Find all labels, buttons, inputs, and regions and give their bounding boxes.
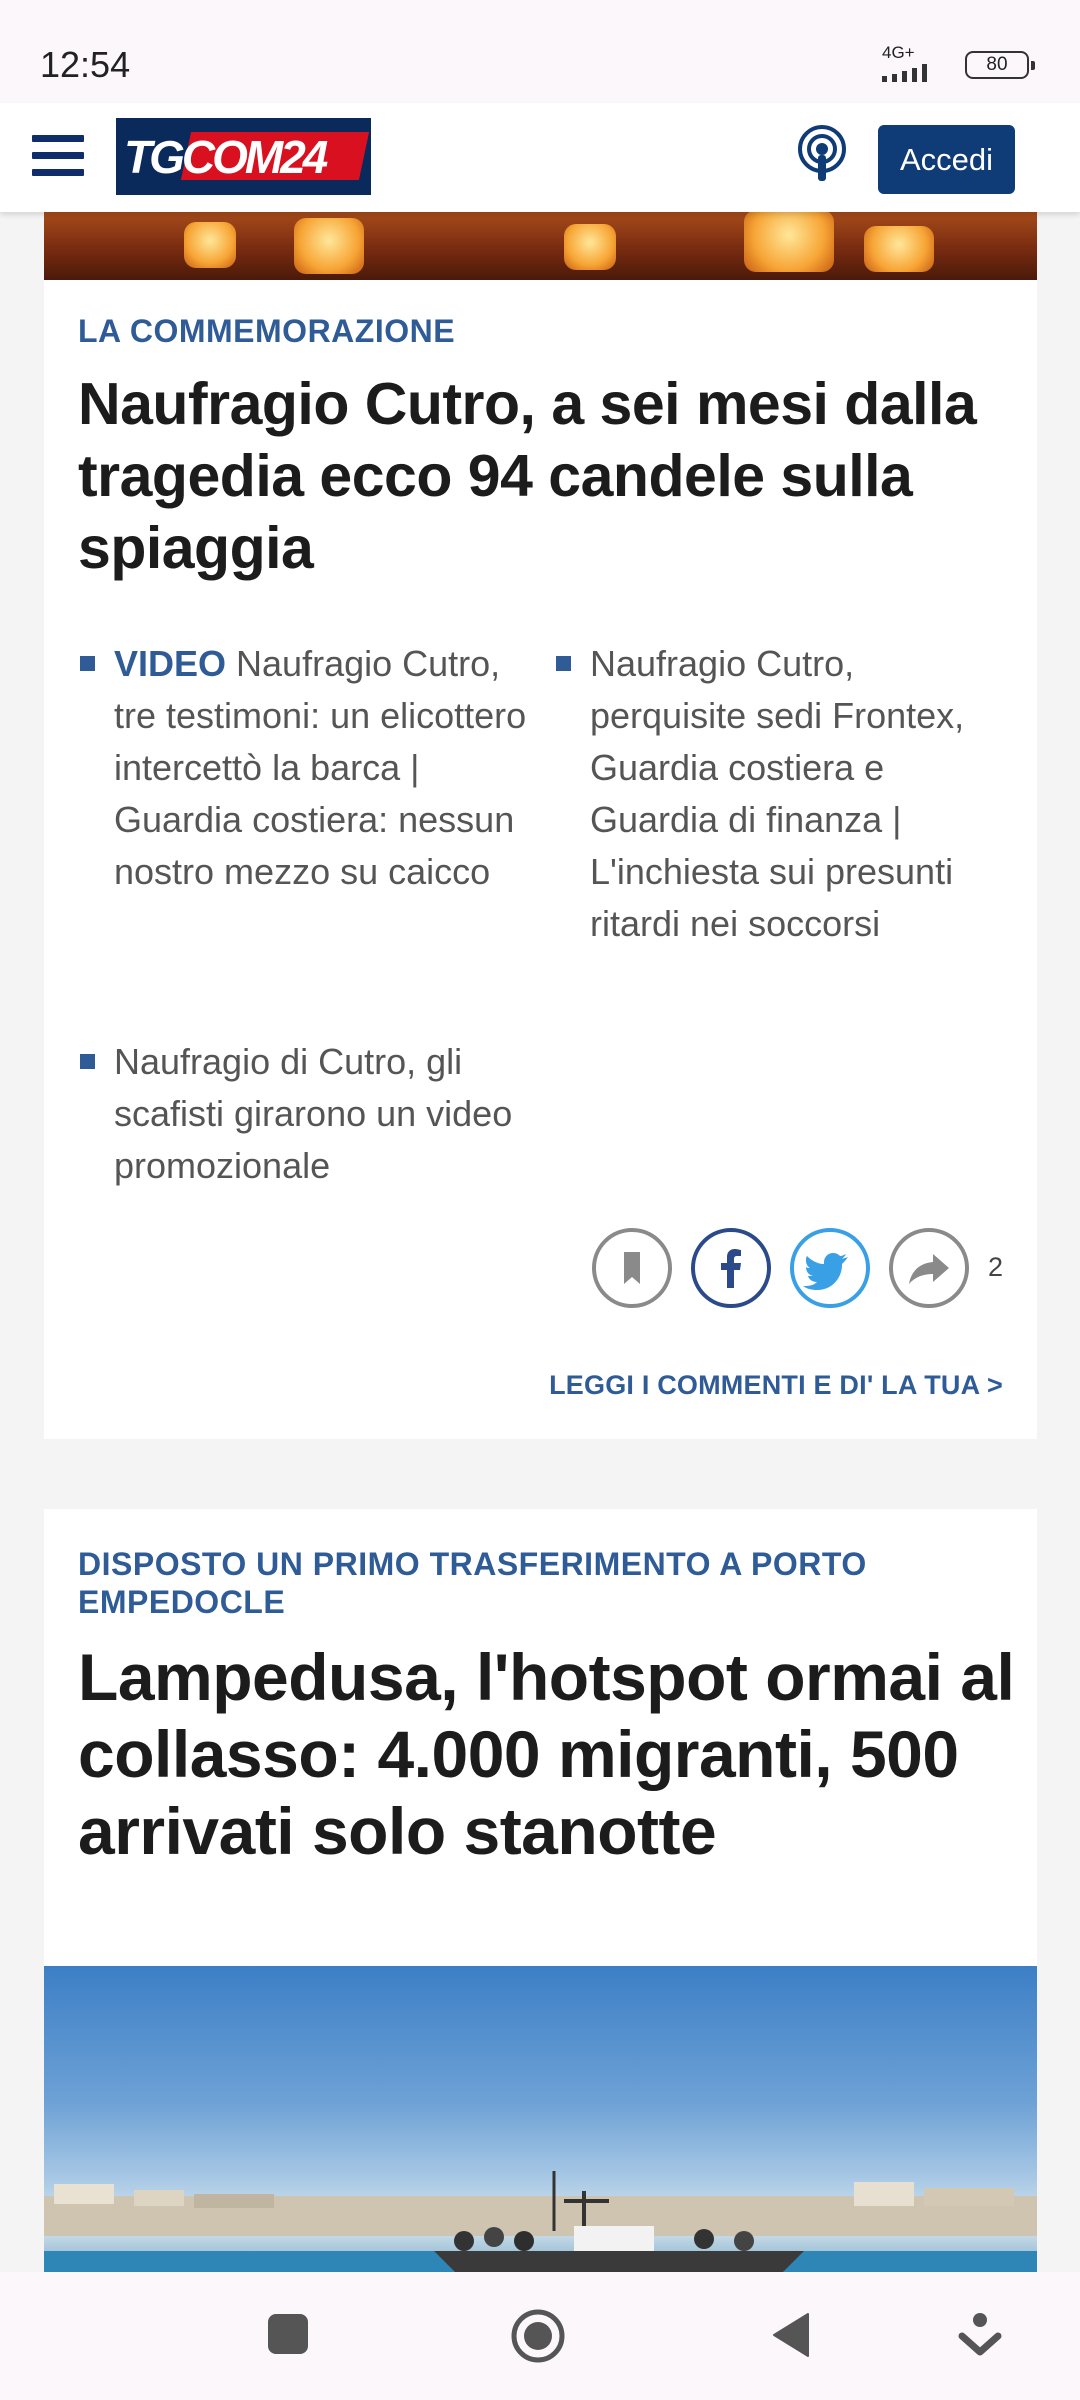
battery-icon: 80 bbox=[965, 51, 1029, 79]
login-button[interactable]: Accedi bbox=[878, 125, 1015, 194]
nav-back-icon[interactable] bbox=[770, 2312, 812, 2358]
related-link[interactable]: Naufragio di Cutro, gli scafisti girarono un video promozionale bbox=[114, 1036, 534, 1192]
system-nav-bar bbox=[0, 2272, 1080, 2400]
nav-assist-icon[interactable] bbox=[958, 2312, 1002, 2358]
article-headline[interactable]: Lampedusa, l'hotspot ormai al collasso: 4.000 migranti, 500 arrivati solo stanotte bbox=[78, 1640, 1015, 1868]
boat bbox=[424, 2171, 814, 2272]
signal-icon bbox=[878, 64, 948, 82]
related-link[interactable]: Naufragio Cutro, perquisite sedi Frontex, Guardia costiera e Guardia di finanza | L'inchiesta sui presunti ritardi nei soccorsi bbox=[590, 638, 1010, 950]
share-count: 2 bbox=[988, 1252, 1004, 1282]
menu-icon[interactable] bbox=[32, 135, 84, 179]
site-logo[interactable] bbox=[116, 118, 371, 195]
article-headline[interactable]: Naufragio Cutro, a sei mesi dalla tragedia ecco 94 candele sulla spiaggia bbox=[78, 371, 977, 581]
article-kicker: LA COMMEMORAZIONE bbox=[78, 313, 456, 349]
nav-home-icon[interactable] bbox=[510, 2308, 566, 2364]
video-tag: VIDEO bbox=[114, 643, 227, 684]
related-link[interactable]: VIDEO Naufragio Cutro, tre testimoni: un elicottero intercettò la barca | Guardia costiera: nessun nostro mezzo su caicco bbox=[114, 638, 534, 898]
article-image-boat[interactable] bbox=[44, 1966, 1037, 2272]
article-card bbox=[44, 200, 1037, 1439]
article-kicker: DISPOSTO UN PRIMO TRASFERIMENTO A PORTO EMPEDOCLE bbox=[78, 1546, 867, 1620]
status-bar bbox=[0, 0, 1080, 103]
facebook-icon[interactable] bbox=[691, 1228, 771, 1308]
network-type: 4G+ bbox=[882, 43, 915, 62]
comments-link[interactable]: LEGGI I COMMENTI E DI' LA TUA > bbox=[549, 1370, 1003, 1400]
twitter-icon[interactable] bbox=[790, 1228, 870, 1308]
nav-recents-icon[interactable] bbox=[266, 2312, 310, 2356]
bookmark-icon[interactable] bbox=[592, 1228, 672, 1308]
podcast-icon[interactable] bbox=[792, 123, 852, 187]
app-header bbox=[0, 103, 1080, 212]
article-image-candles[interactable] bbox=[44, 200, 1037, 280]
share-icon[interactable] bbox=[889, 1228, 969, 1308]
logo-text: TGCOM24 bbox=[124, 131, 326, 183]
status-time: 12:54 bbox=[40, 44, 131, 85]
